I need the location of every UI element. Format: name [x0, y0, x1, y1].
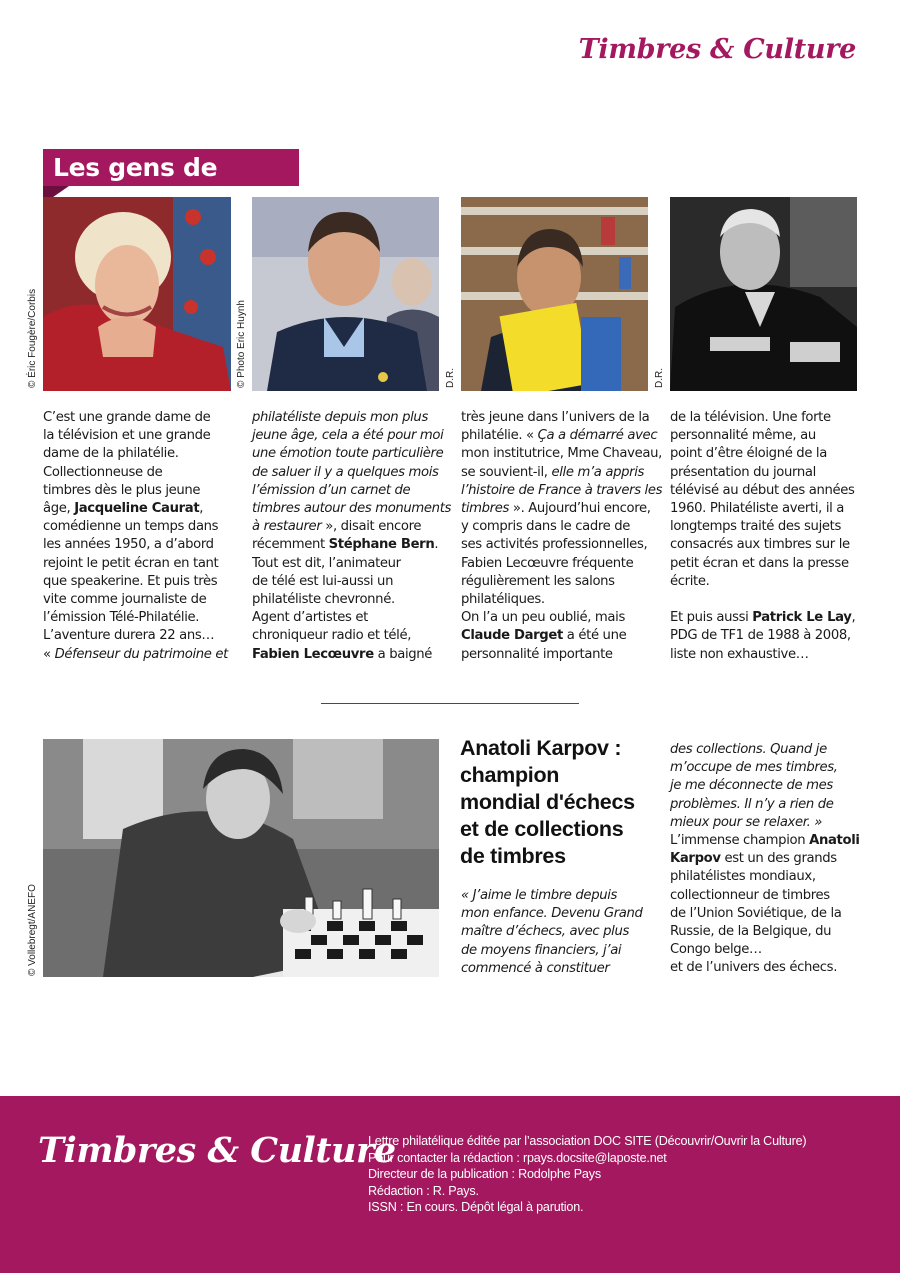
text-run: a été une [562, 628, 627, 644]
text-line [461, 464, 661, 482]
photo-credit: © Photo Eric Huynh [236, 300, 247, 388]
text-run: timbres [461, 501, 510, 517]
text-line [670, 759, 880, 777]
text-run: PDG de TF1 de 1988 à 2008, [670, 628, 851, 644]
text-run: Défenseur du patrimoine et [54, 646, 228, 662]
text-run: commencé à constituer [461, 960, 610, 976]
text-line [43, 646, 243, 664]
text-run: Collectionneuse de [43, 464, 163, 480]
text-run: liste non exhaustive… [670, 646, 809, 662]
text-line [670, 868, 880, 886]
text-column-karpov-2 [670, 741, 880, 978]
text-run: L’immense champion [670, 833, 810, 849]
text-column-3 [461, 409, 661, 664]
text-run: personnalité importante [461, 646, 613, 662]
text-run: L’aventure durera 22 ans… [43, 628, 215, 644]
footer-line: Rédaction : R. Pays. [368, 1183, 479, 1198]
text-run: est un des grands [720, 851, 837, 867]
text-run: de moyens financiers, j’ai [461, 942, 622, 958]
text-line [670, 464, 870, 482]
text-run: m’occupe de mes timbres, [670, 760, 838, 776]
text-line [252, 409, 452, 427]
text-run: Et puis aussi [670, 610, 753, 626]
text-line [670, 905, 880, 923]
text-run: philatéliste chevronné. [252, 592, 395, 608]
text-run: On l’a un peu oublié, mais [461, 610, 625, 626]
text-run: Jacqueline Caurat [74, 501, 200, 517]
text-run: de la télévision. Une forte [670, 410, 831, 425]
text-run: , [199, 501, 204, 517]
text-line [252, 464, 452, 482]
text-line [461, 591, 661, 609]
text-line [670, 609, 870, 627]
text-line [461, 609, 661, 627]
text-line [252, 536, 452, 554]
text-run: ses activités professionnelles, [461, 537, 648, 553]
text-run: vite comme journaliste de [43, 592, 207, 608]
text-line [43, 427, 243, 445]
headline-line: Anatoli Karpov : [460, 736, 622, 760]
text-run: à restaurer [252, 519, 322, 535]
text-line [670, 409, 870, 427]
text-run: l’histoire de France à travers les [461, 482, 663, 498]
text-line [670, 832, 880, 850]
text-line [461, 555, 661, 573]
text-run: Anatoli [809, 833, 860, 849]
text-run: l’émission d’un carnet de [252, 482, 411, 498]
divider [321, 703, 579, 704]
text-line [461, 518, 661, 536]
footer-line: Pour contacter la rédaction : rpays.docsite@laposte.net [368, 1150, 667, 1165]
text-line [670, 536, 870, 554]
text-line [43, 536, 243, 554]
text-line [461, 646, 661, 664]
text-run: « J’aime le timbre depuis [461, 888, 618, 903]
text-line [461, 445, 661, 463]
text-run: Claude Darget [461, 628, 563, 644]
photo-stephane-bern [252, 197, 439, 391]
text-line [43, 409, 243, 427]
text-line [252, 573, 452, 591]
text-run: comédienne un temps dans [43, 519, 219, 535]
section-title: Les gens de [43, 149, 299, 186]
text-line [461, 887, 661, 905]
text-run: 1960. Philatéliste averti, il a [670, 501, 845, 517]
text-column-karpov-1 [461, 887, 661, 978]
text-line [461, 923, 661, 941]
text-line [252, 609, 452, 627]
text-line [461, 960, 661, 978]
text-run: Congo belge… [670, 942, 762, 958]
text-line [43, 591, 243, 609]
text-run: écrite. [670, 573, 710, 589]
text-run: ». Aujourd’hui encore, [509, 501, 651, 517]
text-run: une émotion toute particulière [252, 446, 444, 462]
text-line [252, 627, 452, 645]
headline-line: de timbres [460, 844, 566, 868]
photo-anatoli-karpov [43, 739, 439, 977]
text-column-4 [670, 409, 870, 664]
text-run: jeune âge, cela a été pour moi [252, 428, 444, 444]
text-run: , [851, 610, 856, 626]
text-line [670, 555, 870, 573]
text-run: de saluer il y a quelques mois [252, 464, 439, 480]
text-line [43, 445, 243, 463]
text-line [461, 905, 661, 923]
karpov-headline [460, 735, 660, 870]
text-run: et de l’univers des échecs. [670, 960, 838, 976]
text-line [252, 518, 452, 536]
footer-info [368, 1133, 806, 1216]
text-line [43, 518, 243, 536]
photo-credit: © Éric Fougère/Corbis [27, 288, 38, 388]
text-line [461, 427, 661, 445]
text-line [461, 500, 661, 518]
text-run: présentation du journal [670, 464, 816, 480]
text-run: philatéliques. [461, 592, 545, 608]
text-line [670, 427, 870, 445]
text-line [670, 573, 870, 591]
text-run: timbres autour des monuments [252, 501, 452, 517]
text-run: que speakerine. Et puis très [43, 573, 218, 589]
text-line [461, 627, 661, 645]
text-line [670, 591, 870, 609]
text-line [670, 941, 880, 959]
text-line [670, 500, 870, 518]
text-run: les années 1950, a d’abord [43, 537, 214, 553]
text-line [43, 555, 243, 573]
text-run: la télévision et une grande [43, 428, 211, 444]
text-run: elle m’a appris [551, 464, 645, 480]
text-run: de l’Union Soviétique, de la [670, 905, 842, 921]
text-run: philatéliste depuis mon plus [252, 410, 428, 425]
text-line [670, 796, 880, 814]
text-run: problèmes. Il n’y a rien de [670, 796, 834, 812]
text-line [461, 409, 661, 427]
photo-credit: D.R. [445, 368, 456, 388]
text-run: Fabien Lecœuvre fréquente [461, 555, 634, 571]
text-run: « [43, 646, 55, 662]
photo-fabien-lecoeuvre [461, 197, 648, 391]
photo-claude-darget [670, 197, 857, 391]
text-line [43, 573, 243, 591]
text-run: mieux pour se relaxer. » [670, 814, 823, 830]
footer-line: ISSN : En cours. Dépôt légal à parution. [368, 1200, 584, 1214]
text-run: Agent d’artistes et [252, 610, 368, 626]
text-line [670, 445, 870, 463]
text-line [252, 555, 452, 573]
text-run: . [434, 537, 439, 553]
footer-line: Lettre philatélique éditée par l’association DOC SITE (Découvrir/Ouvrir la Culture) [368, 1134, 807, 1148]
text-line [252, 427, 452, 445]
text-line [670, 959, 880, 977]
text-run: se souvient-il, [461, 464, 552, 480]
text-line [461, 536, 661, 554]
text-run: dame de la philatélie. [43, 446, 179, 462]
text-run: rejoint le petit écran en tant [43, 555, 219, 571]
text-run: y compris dans le cadre de [461, 519, 631, 535]
text-run: chroniqueur radio et télé, [252, 628, 412, 644]
text-run: collectionneur de timbres [670, 887, 830, 903]
text-line [670, 887, 880, 905]
text-run: Russie, de la Belgique, du [670, 924, 832, 940]
text-run: très jeune dans l’univers de la [461, 410, 650, 425]
text-run: mon institutrice, Mme Chaveau, [461, 446, 662, 462]
text-line [461, 942, 661, 960]
text-line [670, 814, 880, 832]
text-line [252, 445, 452, 463]
text-line [252, 646, 452, 664]
text-line [670, 741, 880, 759]
text-run: Tout est dit, l’animateur [252, 555, 401, 571]
text-run: mon enfance. Devenu Grand [461, 906, 643, 922]
text-run: l’émission Télé-Philatélie. [43, 610, 200, 626]
text-line [670, 923, 880, 941]
text-line [461, 482, 661, 500]
text-run: consacrés aux timbres sur le [670, 537, 850, 553]
headline-line: champion [460, 763, 560, 787]
brand-logo-footer: Timbres & Culture [38, 1130, 396, 1171]
text-run: Fabien Lecœuvre [252, 646, 374, 662]
text-line [43, 627, 243, 645]
text-line [670, 482, 870, 500]
text-line [670, 777, 880, 795]
text-run: Karpov [670, 851, 721, 867]
text-line [43, 609, 243, 627]
text-run: récemment [252, 537, 329, 553]
text-run: petit écran et dans la presse [670, 555, 849, 571]
text-line [670, 646, 870, 664]
headline-line: mondial d'échecs [460, 790, 635, 814]
text-run: », disait encore [321, 519, 422, 535]
text-column-1 [43, 409, 243, 664]
text-run: Stéphane Bern [328, 537, 435, 553]
text-line [670, 518, 870, 536]
text-run: télévisé au début des années [670, 482, 855, 498]
text-line [252, 500, 452, 518]
text-run: personnalité même, au [670, 428, 816, 444]
text-column-2 [252, 409, 452, 664]
text-run: timbres dès le plus jeune [43, 482, 201, 498]
text-run: maître d’échecs, avec plus [461, 924, 629, 940]
text-run: je me déconnecte de mes [670, 778, 833, 794]
photo-credit: D.R. [654, 368, 665, 388]
text-line [670, 850, 880, 868]
text-run: Ça a démarré avec [537, 428, 658, 444]
text-run: longtemps traité des sujets [670, 519, 841, 535]
text-line [461, 573, 661, 591]
text-line [43, 464, 243, 482]
text-line [670, 627, 870, 645]
text-run: âge, [43, 501, 75, 517]
text-run: régulièrement les salons [461, 573, 615, 589]
text-line [252, 591, 452, 609]
photo-jacqueline-caurat [43, 197, 231, 391]
photo-credit: © Vollebregt/ANEFO [27, 884, 38, 976]
text-run: a baigné [373, 646, 433, 662]
footer-line: Directeur de la publication : Rodolphe Pays [368, 1167, 601, 1181]
text-run: C’est une grande dame de [43, 410, 211, 425]
text-run: philatélie. « [461, 428, 538, 444]
brand-logo-header: Timbres & Culture [578, 34, 856, 65]
text-line [43, 482, 243, 500]
text-run: point d’être éloigné de la [670, 446, 827, 462]
text-run: Patrick Le Lay [752, 610, 852, 626]
text-run: de télé est lui-aussi un [252, 573, 394, 589]
text-run: des collections. Quand je [670, 742, 827, 757]
text-line [252, 482, 452, 500]
text-line [43, 500, 243, 518]
headline-line: et de collections [460, 817, 624, 841]
text-run: philatélistes mondiaux, [670, 869, 816, 885]
